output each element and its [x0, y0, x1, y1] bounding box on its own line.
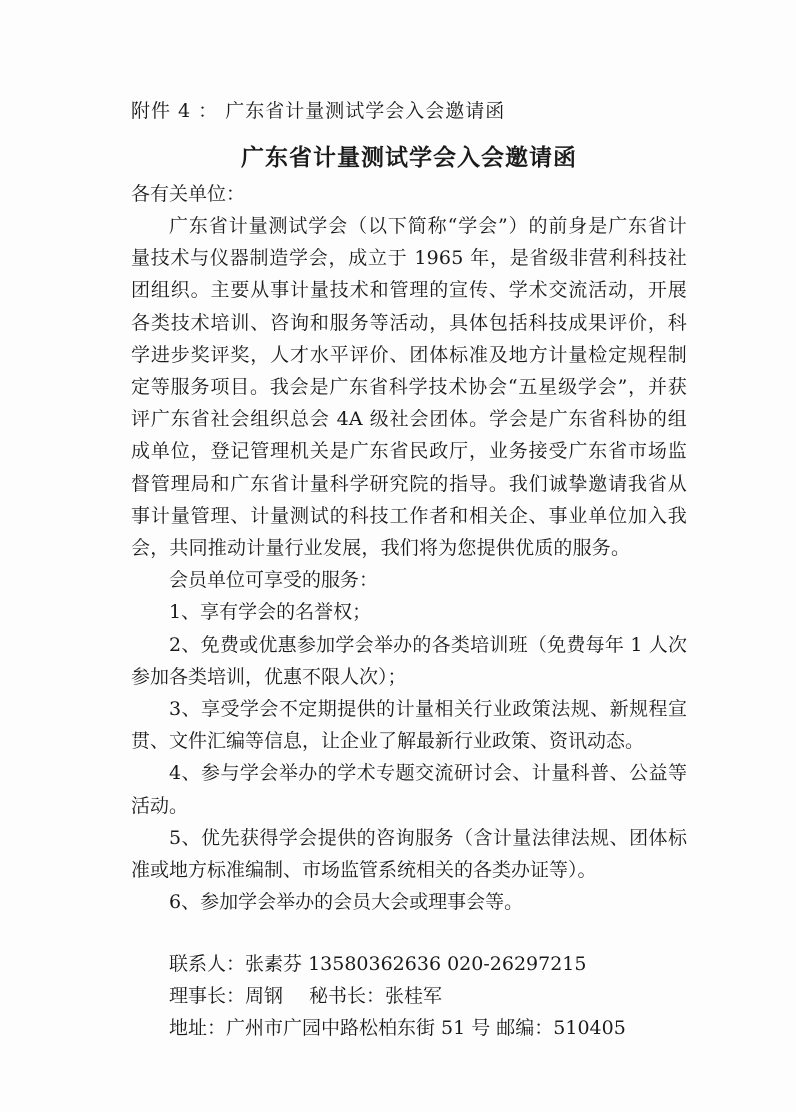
- service-item: 3、享受学会不定期提供的计量相关行业政策法规、新规程宣贯、文件汇编等信息，让企业了解最新行业政策、资讯动态。: [131, 698, 687, 753]
- address-line: 地址：广州市广园中路松柏东街 51 号 邮编：510405: [169, 1017, 626, 1040]
- officers-line: [131, 980, 687, 1012]
- service-item: 5、优先获得学会提供的咨询服务（含计量法律法规、团体标准或地方标准编制、市场监管系统相关的各类办证等）。: [131, 826, 687, 882]
- services-heading: 会员单位可享受的服务：: [169, 569, 379, 592]
- contact-person-line: [131, 948, 687, 980]
- contact-person: 联系人：张素芬: [169, 953, 303, 976]
- secretary: 秘书长：张桂军: [309, 985, 443, 1008]
- service-item: 2、免费或优惠参加学会举办的各类培训班（免费每年 1 人次参加各类培训，优惠不限人次）；: [131, 633, 687, 688]
- mobile-phone: 13580362636: [308, 953, 442, 976]
- office-phone: 020-26297215: [447, 953, 587, 976]
- contact-block: [131, 948, 687, 1044]
- attachment-label: 附件 4 ： 广东省计量测试学会入会邀请函: [131, 100, 506, 122]
- service-item: 1、享有学会的名誉权；: [169, 601, 372, 624]
- chairman: 理事长：周钢: [169, 985, 284, 1008]
- document-title: 广东省计量测试学会入会邀请函: [241, 145, 577, 171]
- service-item: 4、参与学会举办的学术专题交流研讨会、计量科普、公益等活动。: [131, 762, 687, 817]
- service-item: 6、参加学会举办的会员大会或理事会等。: [169, 891, 524, 914]
- document-body: [131, 96, 687, 1044]
- salutation: 各有关单位：: [131, 183, 246, 205]
- intro-paragraph: 广东省计量测试学会（以下简称“学会”）的前身是广东省计量技术与仪器制造学会，成立于 1965 年，是省级非营利科技社团组织。主要从事计量技术和管理的宣传、学术交流活动，开展各类技术培训、咨询和服务等活动，具体包括科技成果评价，科学进步奖评奖，人才水平评价、团体标准及地方计量检定规程制定等服务项目。我会是广东省科学技术协会“五星级学会”，并获评广东省社会组织总会 4A 级社会团体。学会是广东省科协的组成单位，登记管理机关是广东省民政厅，业务接受广东省市场监督管理局和广东省计量科学研究院的指导。我们诚挚邀请我省从事计量管理、计量测试的科技工作者和相关企、事业单位加入我会，共同推动计量行业发展，我们将为您提供优质的服务。: [131, 215, 687, 560]
